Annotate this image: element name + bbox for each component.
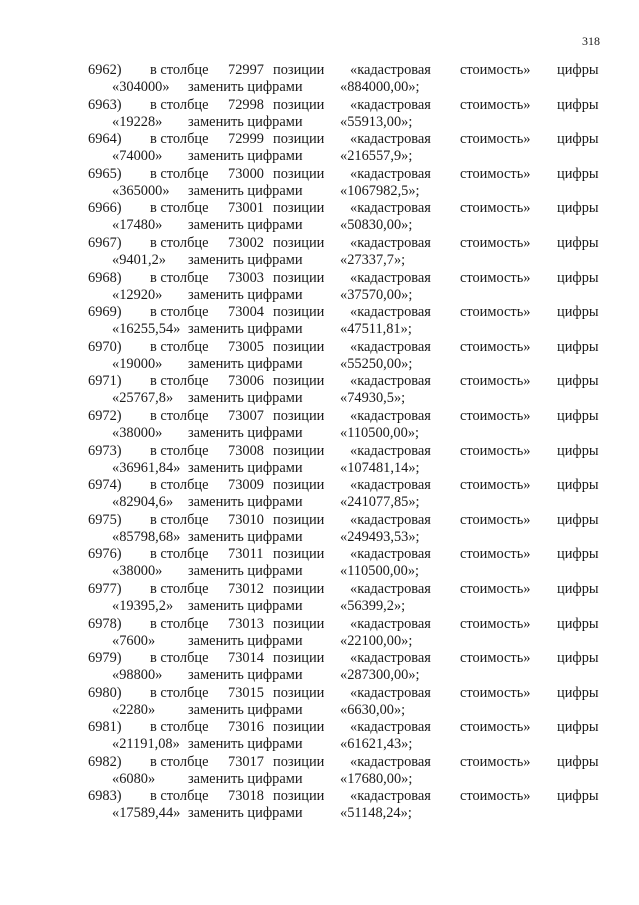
- cost-word: стоимость»: [460, 373, 531, 390]
- cost-word: стоимость»: [460, 407, 531, 424]
- column-code: 73016: [228, 719, 264, 736]
- replace-phrase: заменить цифрами: [188, 321, 303, 338]
- replace-phrase: заменить цифрами: [188, 148, 303, 165]
- column-code: 73010: [228, 511, 264, 528]
- replace-phrase: заменить цифрами: [188, 286, 303, 303]
- item-number: 6975): [88, 511, 122, 528]
- position-word: позиции: [273, 373, 325, 390]
- entry-line-1: [0, 339, 639, 356]
- entry-line-2: [0, 183, 639, 200]
- column-code: 73002: [228, 234, 264, 251]
- item-number: 6976): [88, 546, 122, 563]
- replace-phrase: заменить цифрами: [188, 528, 303, 545]
- replace-phrase: заменить цифрами: [188, 632, 303, 649]
- column-phrase: в столбце: [150, 684, 209, 701]
- amendment-entry: [0, 373, 639, 408]
- column-phrase: в столбце: [150, 546, 209, 563]
- entry-line-1: [0, 97, 639, 114]
- digits-word: цифры: [557, 477, 599, 494]
- position-word: позиции: [273, 338, 325, 355]
- entry-line-2: [0, 79, 639, 96]
- entry-line-2: [0, 460, 639, 477]
- kadastr-word: «кадастровая: [350, 684, 431, 701]
- entry-line-2: [0, 529, 639, 546]
- column-phrase: в столбце: [150, 442, 209, 459]
- item-number: 6971): [88, 373, 122, 390]
- entry-line-2: [0, 148, 639, 165]
- column-phrase: в столбце: [150, 477, 209, 494]
- entry-line-1: [0, 650, 639, 667]
- old-value: «25767,8»: [112, 390, 174, 407]
- entry-line-2: [0, 563, 639, 580]
- new-value: «22100,00»;: [340, 632, 413, 649]
- cost-word: стоимость»: [460, 442, 531, 459]
- digits-word: цифры: [557, 338, 599, 355]
- kadastr-word: «кадастровая: [350, 511, 431, 528]
- item-number: 6965): [88, 165, 122, 182]
- digits-word: цифры: [557, 131, 599, 148]
- amendment-entry: [0, 339, 639, 374]
- column-phrase: в столбце: [150, 131, 209, 148]
- replace-phrase: заменить цифрами: [188, 79, 303, 95]
- replace-phrase: заменить цифрами: [188, 667, 303, 684]
- item-number: 6966): [88, 200, 122, 217]
- old-value: «365000»: [112, 182, 170, 199]
- entry-line-2: [0, 736, 639, 753]
- item-number: 6977): [88, 580, 122, 597]
- kadastr-word: «кадастровая: [350, 546, 431, 563]
- amendment-entry: [0, 719, 639, 754]
- replace-phrase: заменить цифрами: [188, 805, 303, 822]
- cost-word: стоимость»: [460, 165, 531, 182]
- cost-word: стоимость»: [460, 615, 531, 632]
- kadastr-word: «кадастровая: [350, 753, 431, 770]
- cost-word: стоимость»: [460, 580, 531, 597]
- column-code: 73006: [228, 373, 264, 390]
- kadastr-word: «кадастровая: [350, 615, 431, 632]
- column-code: 73008: [228, 442, 264, 459]
- amendment-entry: [0, 650, 639, 685]
- kadastr-word: «кадастровая: [350, 304, 431, 321]
- entry-line-1: [0, 685, 639, 702]
- replace-phrase: заменить цифрами: [188, 563, 303, 580]
- new-value: «50830,00»;: [340, 217, 413, 234]
- item-number: 6967): [88, 234, 122, 251]
- entry-line-1: [0, 131, 639, 148]
- old-value: «36961,84»: [112, 459, 181, 476]
- position-word: позиции: [273, 511, 325, 528]
- entry-line-1: [0, 304, 639, 321]
- old-value: «38000»: [112, 424, 163, 441]
- column-code: 73004: [228, 304, 264, 321]
- column-phrase: в столбце: [150, 269, 209, 286]
- new-value: «249493,53»;: [340, 528, 420, 545]
- digits-word: цифры: [557, 753, 599, 770]
- entry-line-1: [0, 719, 639, 736]
- entry-line-1: [0, 408, 639, 425]
- digits-word: цифры: [557, 96, 599, 113]
- kadastr-word: «кадастровая: [350, 165, 431, 182]
- digits-word: цифры: [557, 442, 599, 459]
- old-value: «85798,68»: [112, 528, 181, 545]
- kadastr-word: «кадастровая: [350, 200, 431, 217]
- position-word: позиции: [273, 477, 325, 494]
- column-phrase: в столбце: [150, 373, 209, 390]
- old-value: «74000»: [112, 148, 163, 165]
- new-value: «27337,7»;: [340, 251, 406, 268]
- amendment-list: [0, 62, 639, 823]
- old-value: «7600»: [112, 632, 156, 649]
- replace-phrase: заменить цифрами: [188, 390, 303, 407]
- column-phrase: в столбце: [150, 788, 209, 805]
- column-code: 73017: [228, 753, 264, 770]
- new-value: «884000,00»;: [340, 79, 420, 95]
- item-number: 6970): [88, 338, 122, 355]
- entry-line-2: [0, 217, 639, 234]
- amendment-entry: [0, 200, 639, 235]
- kadastr-word: «кадастровая: [350, 442, 431, 459]
- column-code: 73013: [228, 615, 264, 632]
- entry-line-2: [0, 805, 639, 822]
- new-value: «55913,00»;: [340, 113, 413, 130]
- column-code: 73011: [228, 546, 264, 563]
- digits-word: цифры: [557, 788, 599, 805]
- entry-line-2: [0, 633, 639, 650]
- amendment-entry: [0, 408, 639, 443]
- digits-word: цифры: [557, 684, 599, 701]
- old-value: «19395,2»: [112, 597, 174, 614]
- column-phrase: в столбце: [150, 165, 209, 182]
- entry-line-2: [0, 287, 639, 304]
- old-value: «19000»: [112, 355, 163, 372]
- new-value: «287300,00»;: [340, 667, 420, 684]
- cost-word: стоимость»: [460, 719, 531, 736]
- entry-line-2: [0, 771, 639, 788]
- entry-line-2: [0, 252, 639, 269]
- position-word: позиции: [273, 131, 325, 148]
- position-word: позиции: [273, 788, 325, 805]
- replace-phrase: заменить цифрами: [188, 736, 303, 753]
- entry-line-1: [0, 270, 639, 287]
- column-code: 73018: [228, 788, 264, 805]
- cost-word: стоимость»: [460, 338, 531, 355]
- position-word: позиции: [273, 62, 325, 78]
- new-value: «51148,24»;: [340, 805, 412, 822]
- old-value: «9401,2»: [112, 251, 166, 268]
- position-word: позиции: [273, 407, 325, 424]
- amendment-entry: [0, 512, 639, 547]
- item-number: 6963): [88, 96, 122, 113]
- digits-word: цифры: [557, 615, 599, 632]
- digits-word: цифры: [557, 407, 599, 424]
- old-value: «17589,44»: [112, 805, 181, 822]
- amendment-entry: [0, 304, 639, 339]
- position-word: позиции: [273, 615, 325, 632]
- column-code: 73007: [228, 407, 264, 424]
- replace-phrase: заменить цифрами: [188, 182, 303, 199]
- column-code: 73003: [228, 269, 264, 286]
- amendment-entry: [0, 477, 639, 512]
- item-number: 6980): [88, 684, 122, 701]
- entry-line-2: [0, 114, 639, 131]
- entry-line-2: [0, 494, 639, 511]
- column-code: 73009: [228, 477, 264, 494]
- column-code: 73015: [228, 684, 264, 701]
- amendment-entry: [0, 235, 639, 270]
- old-value: «38000»: [112, 563, 163, 580]
- new-value: «1067982,5»;: [340, 182, 420, 199]
- old-value: «16255,54»: [112, 321, 181, 338]
- replace-phrase: заменить цифрами: [188, 770, 303, 787]
- entry-line-1: [0, 166, 639, 183]
- amendment-entry: [0, 97, 639, 132]
- entry-line-1: [0, 512, 639, 529]
- cost-word: стоимость»: [460, 62, 531, 78]
- item-number: 6969): [88, 304, 122, 321]
- entry-line-1: [0, 443, 639, 460]
- item-number: 6982): [88, 753, 122, 770]
- column-phrase: в столбце: [150, 580, 209, 597]
- new-value: «110500,00»;: [340, 563, 420, 580]
- amendment-entry: [0, 754, 639, 789]
- column-code: 73012: [228, 580, 264, 597]
- page-number: 318: [582, 34, 600, 48]
- new-value: «55250,00»;: [340, 355, 413, 372]
- entry-line-2: [0, 702, 639, 719]
- position-word: позиции: [273, 96, 325, 113]
- old-value: «19228»: [112, 113, 163, 130]
- position-word: позиции: [273, 650, 325, 667]
- new-value: «216557,9»;: [340, 148, 413, 165]
- replace-phrase: заменить цифрами: [188, 113, 303, 130]
- column-phrase: в столбце: [150, 407, 209, 424]
- cost-word: стоимость»: [460, 684, 531, 701]
- cost-word: стоимость»: [460, 131, 531, 148]
- kadastr-word: «кадастровая: [350, 407, 431, 424]
- digits-word: цифры: [557, 580, 599, 597]
- cost-word: стоимость»: [460, 304, 531, 321]
- new-value: «17680,00»;: [340, 770, 413, 787]
- entry-line-1: [0, 477, 639, 494]
- position-word: позиции: [273, 304, 325, 321]
- entry-line-2: [0, 425, 639, 442]
- position-word: позиции: [273, 442, 325, 459]
- cost-word: стоимость»: [460, 96, 531, 113]
- digits-word: цифры: [557, 304, 599, 321]
- entry-line-2: [0, 321, 639, 338]
- position-word: позиции: [273, 684, 325, 701]
- cost-word: стоимость»: [460, 234, 531, 251]
- new-value: «107481,14»;: [340, 459, 420, 476]
- entry-line-1: [0, 546, 639, 563]
- position-word: позиции: [273, 719, 325, 736]
- entry-line-1: [0, 788, 639, 805]
- column-code: 72998: [228, 96, 264, 113]
- new-value: «56399,2»;: [340, 597, 406, 614]
- amendment-entry: [0, 270, 639, 305]
- column-phrase: в столбце: [150, 719, 209, 736]
- old-value: «17480»: [112, 217, 163, 234]
- column-phrase: в столбце: [150, 338, 209, 355]
- column-code: 73000: [228, 165, 264, 182]
- position-word: позиции: [273, 269, 325, 286]
- column-phrase: в столбце: [150, 304, 209, 321]
- amendment-entry: [0, 788, 639, 823]
- column-code: 73001: [228, 200, 264, 217]
- item-number: 6981): [88, 719, 122, 736]
- cost-word: стоимость»: [460, 650, 531, 667]
- entry-line-1: [0, 754, 639, 771]
- item-number: 6962): [88, 62, 122, 78]
- digits-word: цифры: [557, 511, 599, 528]
- kadastr-word: «кадастровая: [350, 338, 431, 355]
- entry-line-1: [0, 581, 639, 598]
- entry-line-1: [0, 373, 639, 390]
- digits-word: цифры: [557, 373, 599, 390]
- replace-phrase: заменить цифрами: [188, 459, 303, 476]
- column-code: 72997: [228, 62, 264, 78]
- replace-phrase: заменить цифрами: [188, 424, 303, 441]
- entry-line-2: [0, 390, 639, 407]
- cost-word: стоимость»: [460, 200, 531, 217]
- kadastr-word: «кадастровая: [350, 650, 431, 667]
- kadastr-word: «кадастровая: [350, 719, 431, 736]
- new-value: «6630,00»;: [340, 701, 406, 718]
- position-word: позиции: [273, 580, 325, 597]
- kadastr-word: «кадастровая: [350, 62, 431, 78]
- kadastr-word: «кадастровая: [350, 477, 431, 494]
- position-word: позиции: [273, 546, 325, 563]
- item-number: 6978): [88, 615, 122, 632]
- column-code: 72999: [228, 131, 264, 148]
- new-value: «47511,81»;: [340, 321, 412, 338]
- digits-word: цифры: [557, 200, 599, 217]
- cost-word: стоимость»: [460, 546, 531, 563]
- column-phrase: в столбце: [150, 650, 209, 667]
- item-number: 6964): [88, 131, 122, 148]
- position-word: позиции: [273, 165, 325, 182]
- old-value: «2280»: [112, 701, 156, 718]
- column-phrase: в столбце: [150, 753, 209, 770]
- item-number: 6979): [88, 650, 122, 667]
- old-value: «6080»: [112, 770, 156, 787]
- kadastr-word: «кадастровая: [350, 788, 431, 805]
- column-code: 73005: [228, 338, 264, 355]
- kadastr-word: «кадастровая: [350, 234, 431, 251]
- amendment-entry: [0, 62, 639, 97]
- new-value: «37570,00»;: [340, 286, 413, 303]
- column-phrase: в столбце: [150, 615, 209, 632]
- column-code: 73014: [228, 650, 264, 667]
- replace-phrase: заменить цифрами: [188, 494, 303, 511]
- digits-word: цифры: [557, 650, 599, 667]
- kadastr-word: «кадастровая: [350, 131, 431, 148]
- position-word: позиции: [273, 753, 325, 770]
- position-word: позиции: [273, 200, 325, 217]
- digits-word: цифры: [557, 165, 599, 182]
- entry-line-1: [0, 616, 639, 633]
- amendment-entry: [0, 546, 639, 581]
- amendment-entry: [0, 616, 639, 651]
- column-phrase: в столбце: [150, 62, 209, 78]
- new-value: «241077,85»;: [340, 494, 420, 511]
- new-value: «74930,5»;: [340, 390, 406, 407]
- amendment-entry: [0, 131, 639, 166]
- old-value: «304000»: [112, 79, 170, 95]
- replace-phrase: заменить цифрами: [188, 251, 303, 268]
- cost-word: стоимость»: [460, 477, 531, 494]
- amendment-entry: [0, 581, 639, 616]
- entry-line-1: [0, 235, 639, 252]
- entry-line-2: [0, 667, 639, 684]
- kadastr-word: «кадастровая: [350, 269, 431, 286]
- kadastr-word: «кадастровая: [350, 96, 431, 113]
- cost-word: стоимость»: [460, 269, 531, 286]
- digits-word: цифры: [557, 62, 599, 78]
- entry-line-1: [0, 62, 639, 79]
- old-value: «21191,08»: [112, 736, 180, 753]
- entry-line-2: [0, 356, 639, 373]
- old-value: «98800»: [112, 667, 163, 684]
- item-number: 6973): [88, 442, 122, 459]
- digits-word: цифры: [557, 719, 599, 736]
- column-phrase: в столбце: [150, 511, 209, 528]
- amendment-entry: [0, 443, 639, 478]
- kadastr-word: «кадастровая: [350, 580, 431, 597]
- amendment-entry: [0, 685, 639, 720]
- replace-phrase: заменить цифрами: [188, 355, 303, 372]
- column-phrase: в столбце: [150, 234, 209, 251]
- new-value: «110500,00»;: [340, 424, 420, 441]
- old-value: «12920»: [112, 286, 163, 303]
- item-number: 6983): [88, 788, 122, 805]
- cost-word: стоимость»: [460, 511, 531, 528]
- item-number: 6974): [88, 477, 122, 494]
- replace-phrase: заменить цифрами: [188, 217, 303, 234]
- replace-phrase: заменить цифрами: [188, 701, 303, 718]
- item-number: 6972): [88, 407, 122, 424]
- digits-word: цифры: [557, 234, 599, 251]
- entry-line-2: [0, 598, 639, 615]
- position-word: позиции: [273, 234, 325, 251]
- item-number: 6968): [88, 269, 122, 286]
- cost-word: стоимость»: [460, 788, 531, 805]
- cost-word: стоимость»: [460, 753, 531, 770]
- amendment-entry: [0, 166, 639, 201]
- old-value: «82904,6»: [112, 494, 174, 511]
- column-phrase: в столбце: [150, 96, 209, 113]
- replace-phrase: заменить цифрами: [188, 597, 303, 614]
- kadastr-word: «кадастровая: [350, 373, 431, 390]
- digits-word: цифры: [557, 546, 599, 563]
- column-phrase: в столбце: [150, 200, 209, 217]
- new-value: «61621,43»;: [340, 736, 413, 753]
- entry-line-1: [0, 200, 639, 217]
- digits-word: цифры: [557, 269, 599, 286]
